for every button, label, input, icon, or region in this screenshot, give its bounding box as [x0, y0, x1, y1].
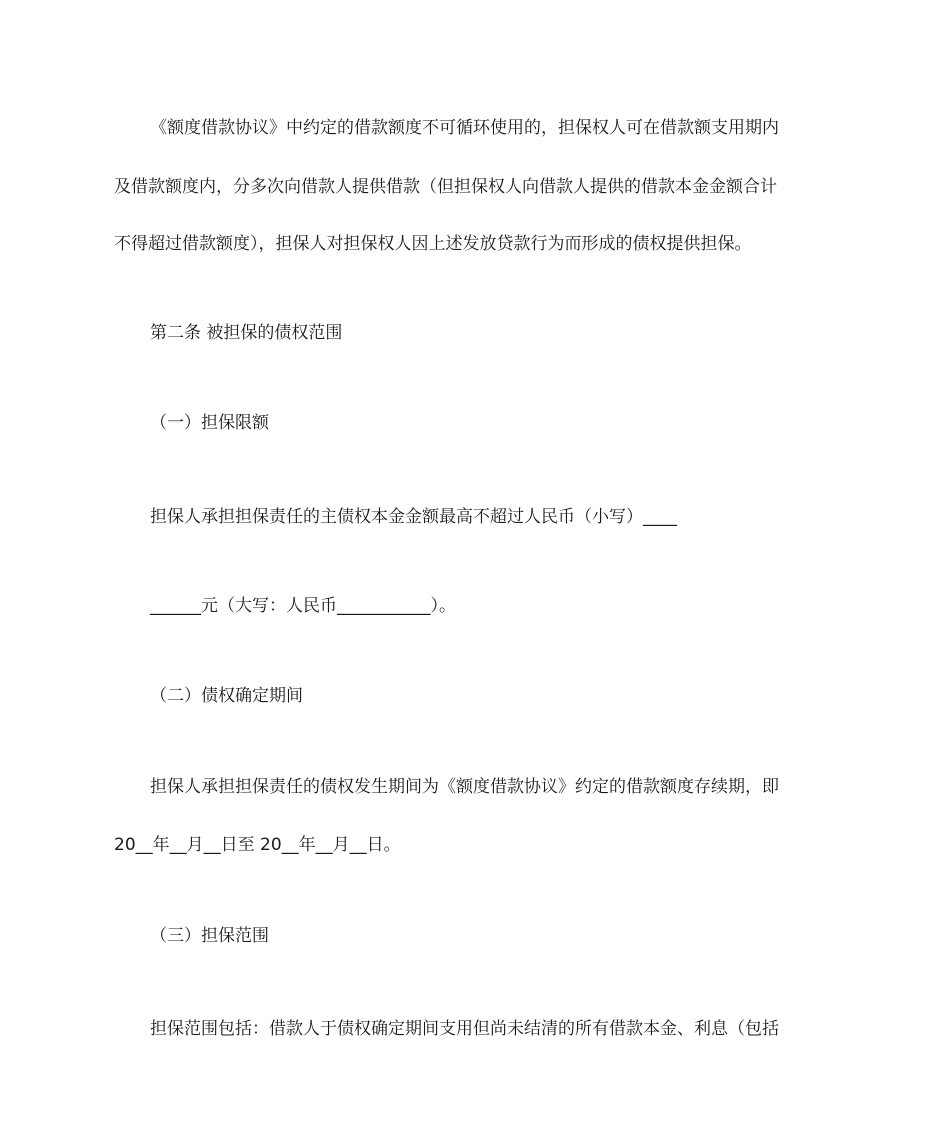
paragraph-1-line-2: 及借款额度内，分多次向借款人提供借款（但担保权人向借款人提供的借款本金金额合计: [114, 177, 777, 197]
guarantee-limit-line-1: 担保人承担担保责任的主债权本金金额最高不超过人民币（小写）____: [150, 507, 677, 527]
section-2-heading: （二）债权确定期间: [150, 686, 303, 706]
section-1-heading: （一）担保限额: [150, 413, 269, 433]
section-3-heading: （三）担保范围: [150, 926, 269, 946]
paragraph-1-line-3: 不得超过借款额度），担保人对担保权人因上述发放贷款行为而形成的债权提供担保。: [114, 234, 752, 254]
article-2-heading: 第二条 被担保的债权范围: [150, 323, 343, 343]
guarantee-scope-line-1: 担保范围包括：借款人于债权确定期间支用但尚未结清的所有借款本金、利息（包括: [150, 1019, 779, 1039]
paragraph-1-line-1: 《额度借款协议》中约定的借款额度不可循环使用的，担保权人可在借款额支用期内: [150, 118, 779, 138]
claim-period-line-2: 20__年__月__日至 20__年__月__日。: [114, 835, 401, 855]
guarantee-limit-line-2: ______元（大写：人民币___________）。: [150, 596, 456, 616]
claim-period-line-1: 担保人承担担保责任的债权发生期间为《额度借款协议》约定的借款额度存续期，即: [150, 777, 779, 797]
